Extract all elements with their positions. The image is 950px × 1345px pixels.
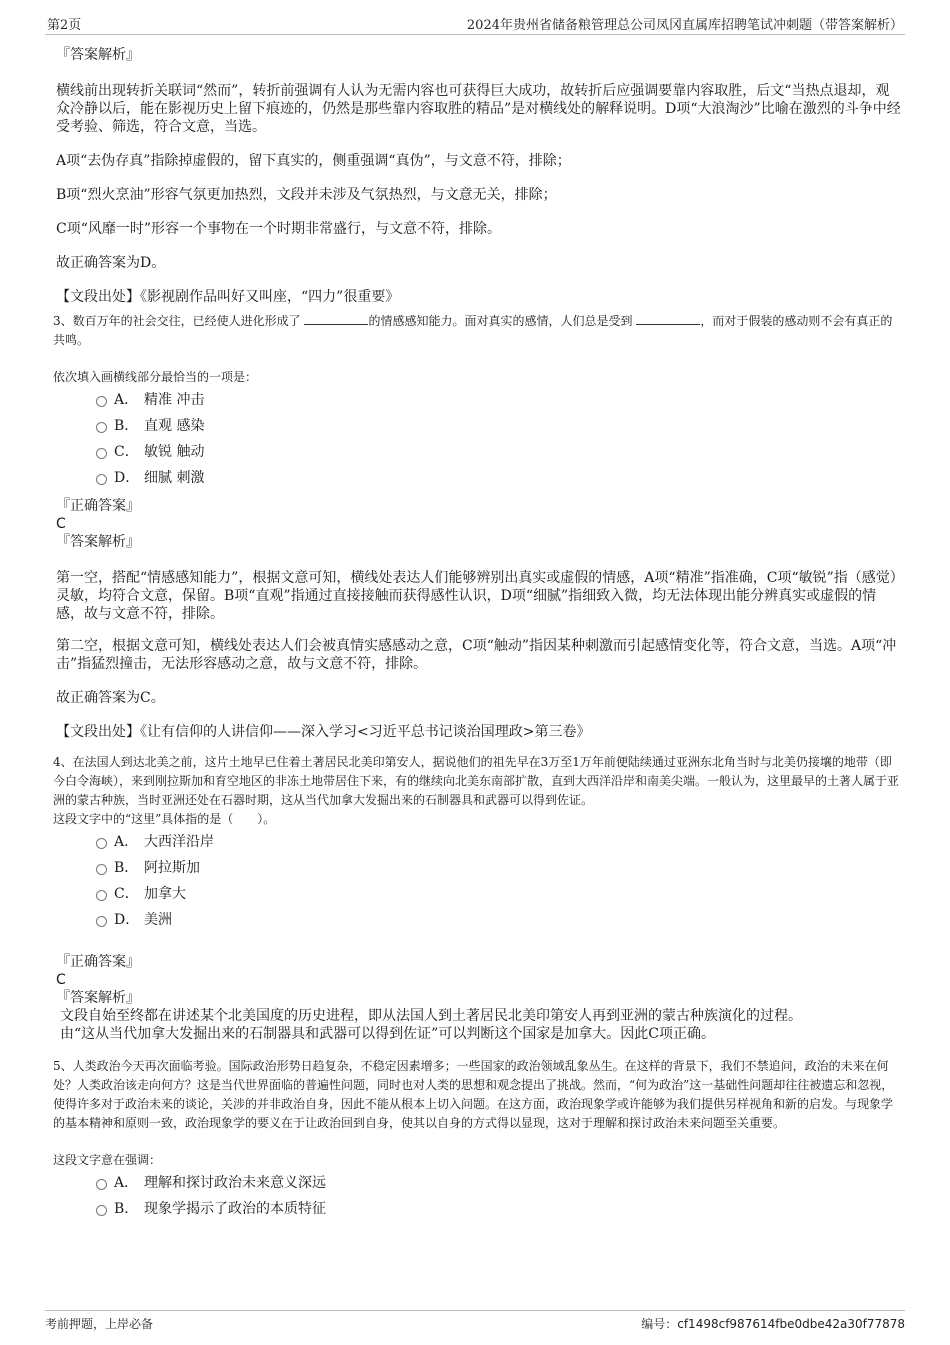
radio-icon[interactable] bbox=[96, 474, 107, 485]
q3-stem-part: ，而对于假装的感动则不会有真正的共鸣。 bbox=[53, 314, 893, 347]
option-text: 理解和探讨政治未来意义深远 bbox=[144, 1175, 326, 1191]
q3-prompt: 依次填入画横线部分最恰当的一项是： bbox=[53, 370, 258, 384]
radio-icon[interactable] bbox=[96, 396, 107, 407]
q3-option-b[interactable] bbox=[56, 413, 901, 439]
option-letter: C． bbox=[114, 886, 139, 902]
q2-source: 【文段出处】《影视剧作品叫好又叫座，“四力”很重要》 bbox=[56, 289, 400, 305]
option-letter: A． bbox=[114, 1175, 139, 1191]
q3-stem-part: 的情感感知能力。面对真实的感情，人们总是受到 bbox=[368, 314, 633, 328]
footer-slogan: 考前押题，上岸必备 bbox=[45, 1317, 154, 1331]
q4-options bbox=[56, 829, 901, 933]
option-letter: B． bbox=[114, 860, 139, 876]
q5-prompt: 这段文字意在强调： bbox=[53, 1153, 162, 1167]
option-text: 现象学揭示了政治的本质特征 bbox=[144, 1201, 326, 1217]
q3-option-d[interactable] bbox=[56, 465, 901, 491]
q3-blank-2 bbox=[636, 312, 700, 325]
q3-stem bbox=[53, 312, 901, 350]
option-text: 细腻 刺激 bbox=[144, 470, 205, 486]
q3-analysis-paragraph: 第二空，根据文意可知，横线处表达人们会被真情实感感动之意，C项“触动”指因某种刺激而引起感情变化等，符合文意，当选。A项“冲击”指猛烈撞击，无法形容感动之意，故与文意不符，排除。 bbox=[56, 638, 897, 672]
q4-option-c[interactable] bbox=[56, 881, 901, 907]
radio-icon[interactable] bbox=[96, 838, 107, 849]
q2-analysis-label: 『答案解析』 bbox=[56, 47, 140, 63]
option-letter: D． bbox=[114, 470, 140, 486]
page-number: 第2页 bbox=[47, 18, 82, 33]
q4-correct-answer: C bbox=[56, 972, 66, 988]
q3-option-a[interactable] bbox=[56, 387, 901, 413]
option-text: 直观 感染 bbox=[144, 418, 205, 434]
option-letter: D． bbox=[114, 912, 140, 928]
q5-stem: 5、人类政治今天再次面临考验。国际政治形势日趋复杂，不稳定因素增多；一些国家的政治领域乱象丛生。在这样的背景下，我们不禁追问，政治的未来在何处？人类政治该走向何方？这是当代世界面临的普遍性问题，同时也对人类的思想和观念提出了挑战。然而，“何为政治”这一基础性问题却往往被遗忘和忽视，使得许多对于政治未来的谈论，关涉的并非政治自身，因此不能从根本上切入问题。在这方面，政治现象学或许能够为我们提供另样视角和新的启发。与现象学的基本精神和原则一致，政治现象学的要义在于让政治回到自身，使其以自身的方式得以显现，这对于理解和探讨政治未来问题至关重要。 bbox=[53, 1059, 894, 1130]
q3-correct-answer: C bbox=[56, 516, 66, 532]
radio-icon[interactable] bbox=[96, 448, 107, 459]
option-letter: B． bbox=[114, 1201, 139, 1217]
q4-option-b[interactable] bbox=[56, 855, 901, 881]
page-header bbox=[45, 12, 905, 35]
option-text: 敏锐 触动 bbox=[144, 444, 205, 460]
q3-blank-1 bbox=[304, 312, 368, 325]
option-text: 加拿大 bbox=[144, 886, 186, 902]
radio-icon[interactable] bbox=[96, 1179, 107, 1190]
q4-analysis-paragraph: 文段自始至终都在讲述某个北美国度的历史进程，即从法国人到土著居民北美印第安人再到亚洲的蒙古种族演化的过程。 bbox=[60, 1008, 802, 1024]
q4-option-a[interactable] bbox=[56, 829, 901, 855]
q2-analysis-paragraph: 横线前出现转折关联词“然而”，转折前强调有人认为无需内容也可获得巨大成功，故转折后应强调要靠内容取胜，后文“当热点退却，观众冷静以后，能在影视历史上留下痕迹的，仍然是那些靠内容取胜的精品”是对横线处的解释说明。D项“大浪淘沙”比喻在激烈的斗争中经受考验、筛选，符合文意，当选。 bbox=[56, 83, 901, 135]
q2-analysis-paragraph: C项“风靡一时”形容一个事物在一个时期非常盛行，与文意不符，排除。 bbox=[56, 221, 502, 237]
radio-icon[interactable] bbox=[96, 890, 107, 901]
q4-analysis-label: 『答案解析』 bbox=[56, 990, 140, 1006]
option-letter: C． bbox=[114, 444, 139, 460]
q4-stem: 4、在法国人到达北美之前，这片土地早已住着土著居民北美印第安人，据说他们的祖先早在3万至1万年前便陆续通过亚洲东北角当时与北美仍接壤的地带（即今白令海峡），来到刚拉斯加和育空地区的非冻土地带居住下来，有的继续向北美东南部扩散，直到大西洋沿岸和南美尖端。一般认为，这里最早的土著人属于亚洲的蒙古种族，当时亚洲还处在石器时期，这从当代加拿大发掘出来的石制器具和武器可以得到佐证。 bbox=[53, 755, 900, 807]
q4-option-d[interactable] bbox=[56, 907, 901, 933]
q3-options bbox=[56, 387, 901, 491]
q3-analysis-label: 『答案解析』 bbox=[56, 534, 140, 550]
radio-icon[interactable] bbox=[96, 422, 107, 433]
option-text: 美洲 bbox=[144, 912, 172, 928]
option-letter: B． bbox=[114, 418, 139, 434]
q2-conclusion: 故正确答案为D。 bbox=[56, 255, 166, 271]
document-id: 编号：cf1498cf987614fbe0dbe42a30f77878 bbox=[641, 1317, 905, 1331]
document-title: 2024年贵州省储备粮管理总公司凤冈直属库招聘笔试冲刺题（带答案解析） bbox=[466, 18, 903, 33]
q5-option-a[interactable] bbox=[56, 1170, 901, 1196]
q3-conclusion: 故正确答案为C。 bbox=[56, 690, 165, 706]
q4-analysis-paragraph: 由“这从当代加拿大发掘出来的石制器具和武器可以得到佐证”可以判断这个国家是加拿大。因此C项正确。 bbox=[60, 1026, 716, 1042]
page-footer bbox=[45, 1310, 905, 1333]
q4-correct-label: 『正确答案』 bbox=[56, 954, 140, 970]
radio-icon[interactable] bbox=[96, 1205, 107, 1216]
q3-source: 【文段出处】《让有信仰的人讲信仰——深入学习<习近平总书记谈治国理政>第三卷》 bbox=[56, 724, 591, 740]
option-letter: A． bbox=[114, 392, 139, 408]
q3-correct-label: 『正确答案』 bbox=[56, 498, 140, 514]
q3-stem-part: 3、数百万年的社会交往，已经使人进化形成了 bbox=[53, 314, 301, 328]
radio-icon[interactable] bbox=[96, 864, 107, 875]
page-content bbox=[53, 46, 901, 1222]
option-letter: A． bbox=[114, 834, 139, 850]
q3-analysis-paragraph: 第一空，搭配“情感感知能力”，根据文意可知，横线处表达人们能够辨别出真实或虚假的情感，A项“精准”指准确，C项“敏锐”指（感觉）灵敏，均符合文意，保留。B项“直观”指通过直接接触而获得感性认识，D项“细腻”指细致入微，均无法体现出能分辨真实或虚假的情感，故与文意不符，排除。 bbox=[56, 570, 897, 622]
q3-option-c[interactable] bbox=[56, 439, 901, 465]
q5-options bbox=[56, 1170, 901, 1222]
q2-analysis-paragraph: A项“去伪存真”指除掉虚假的，留下真实的，侧重强调“真伪”，与文意不符，排除； bbox=[56, 153, 571, 169]
option-text: 大西洋沿岸 bbox=[144, 834, 214, 850]
option-text: 精准 冲击 bbox=[144, 392, 205, 408]
radio-icon[interactable] bbox=[96, 916, 107, 927]
q4-question: 这段文字中的“这里”具体指的是（ ）。 bbox=[53, 812, 276, 826]
option-text: 阿拉斯加 bbox=[144, 860, 200, 876]
q2-analysis-paragraph: B项“烈火烹油”形容气氛更加热烈，文段并未涉及气氛热烈，与文意无关，排除； bbox=[56, 187, 557, 203]
q5-option-b[interactable] bbox=[56, 1196, 901, 1222]
